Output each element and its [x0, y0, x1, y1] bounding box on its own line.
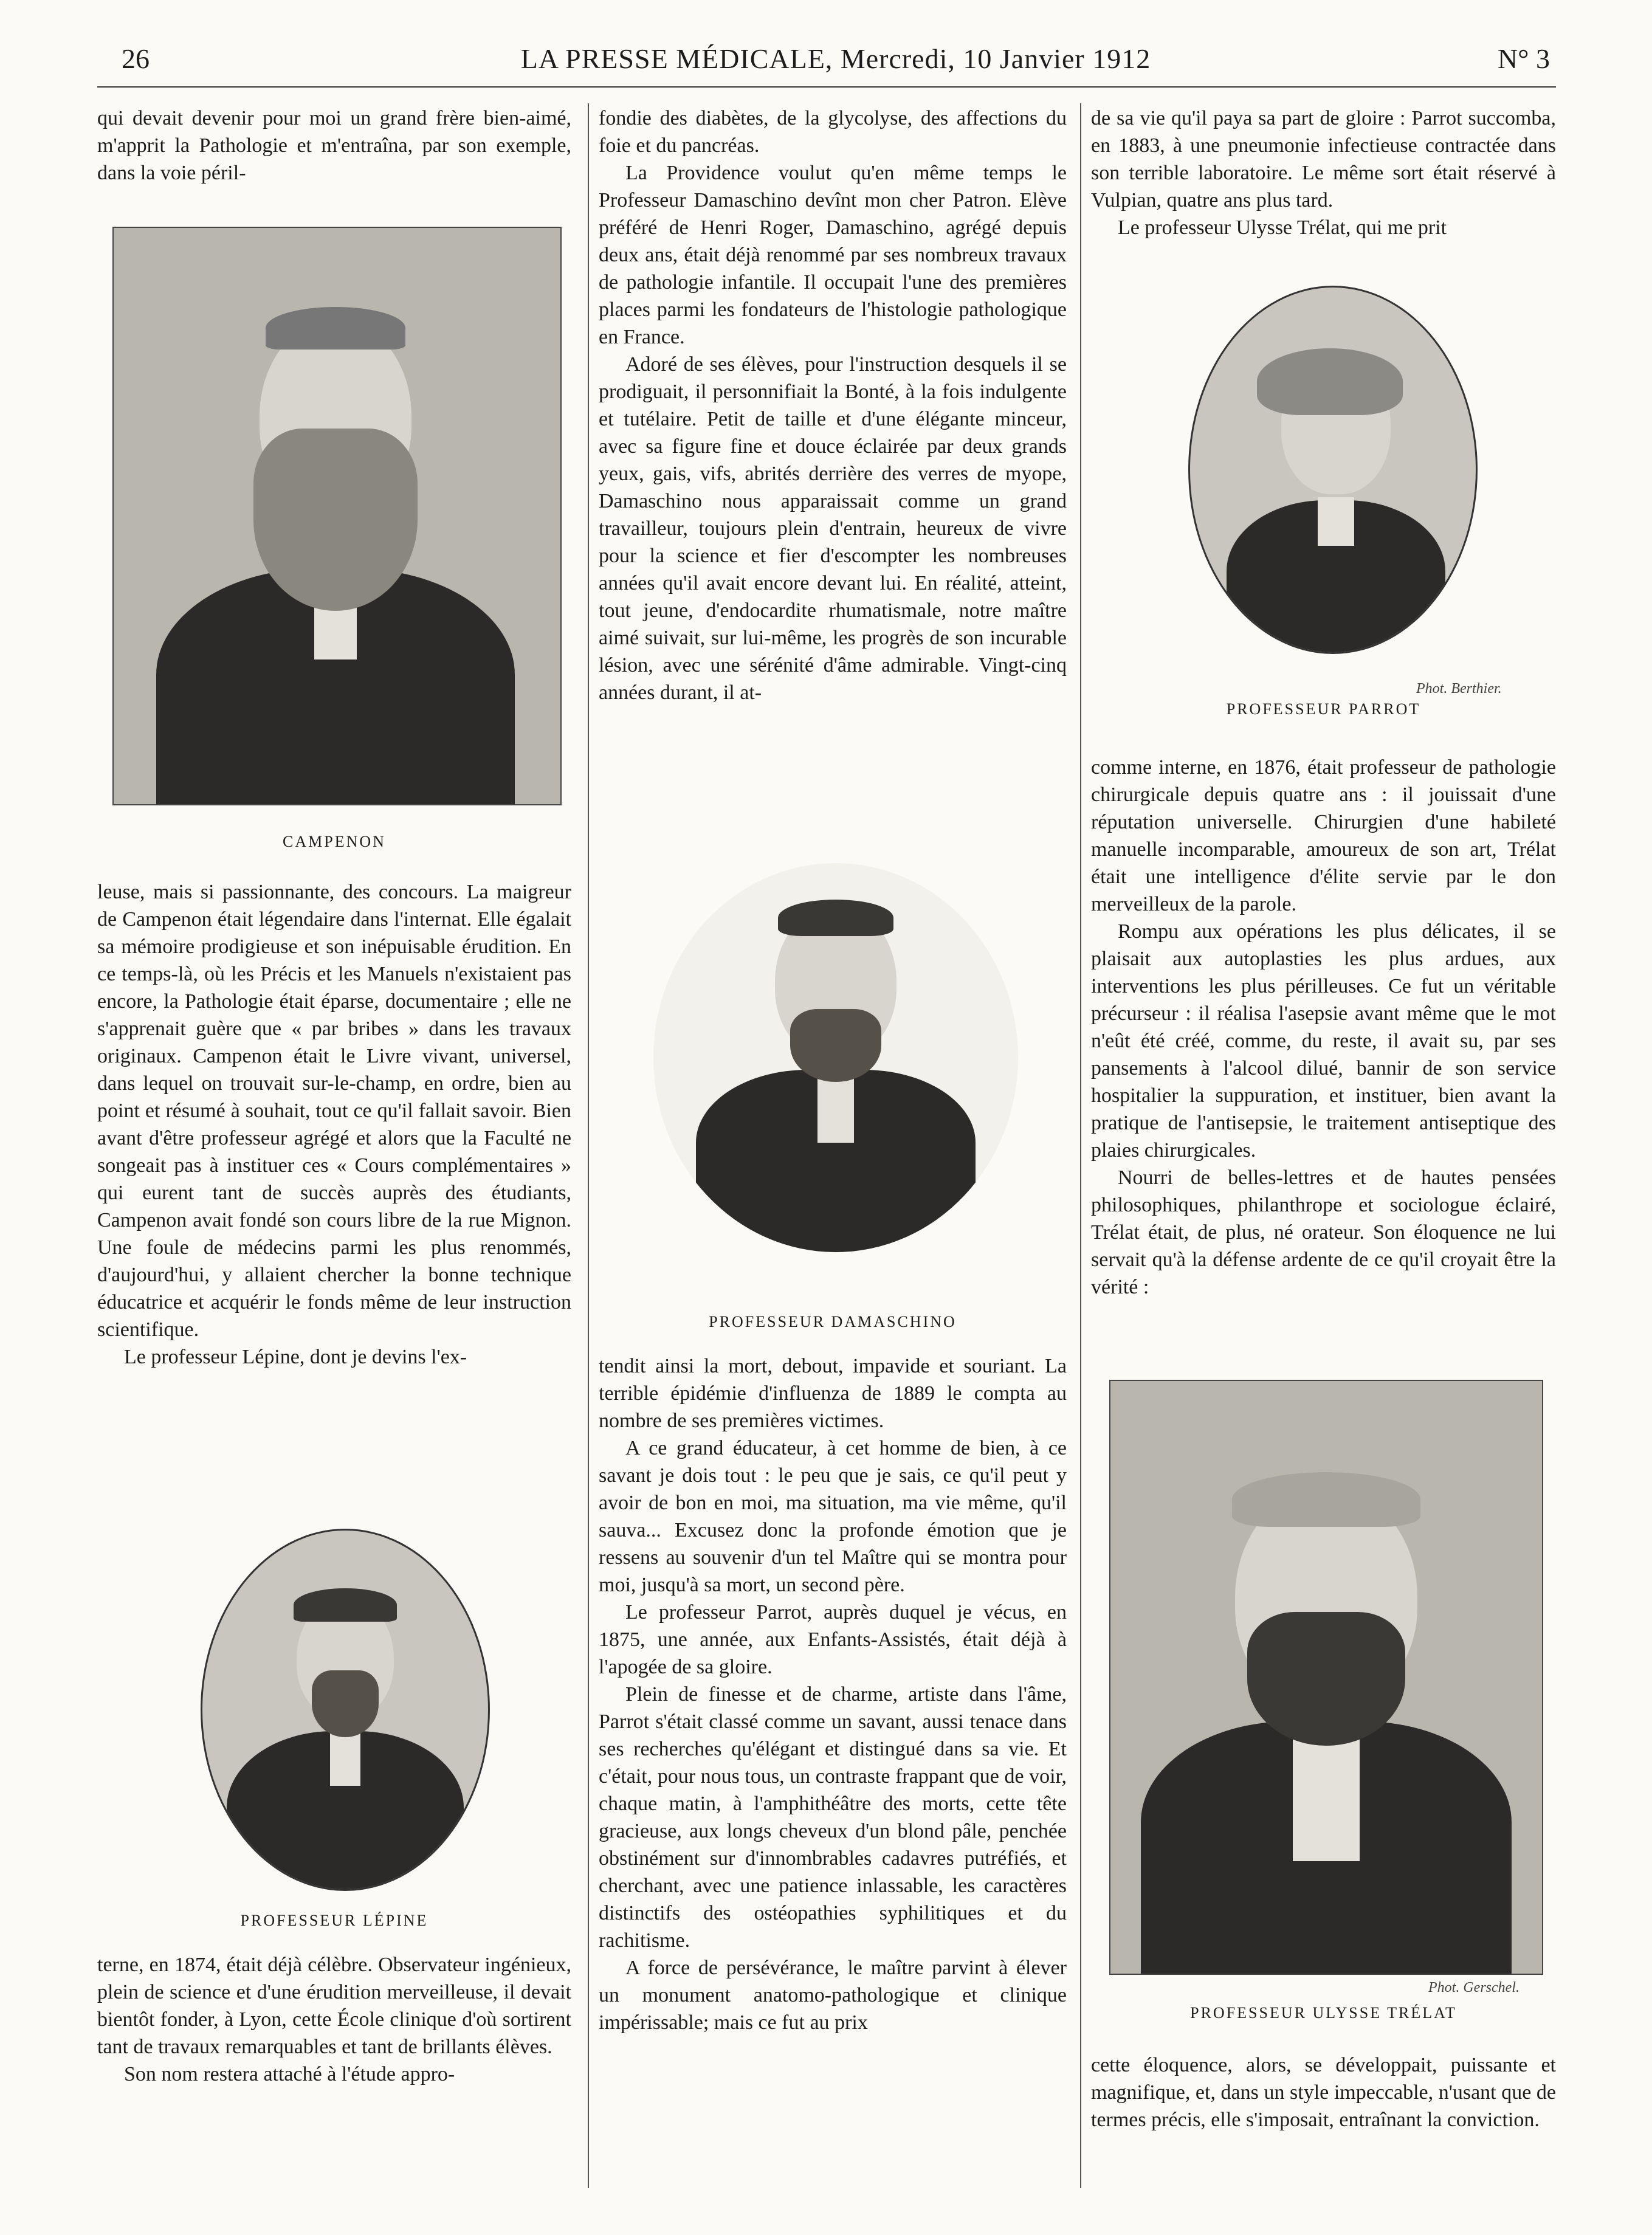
- column-1-middle: [97, 878, 571, 1371]
- paragraph: Le professeur Ulysse Trélat, qui me prit: [1118, 216, 1447, 239]
- portrait-trelat: [1109, 1380, 1543, 1975]
- caption-trelat: PROFESSEUR ULYSSE TRÉLAT: [1190, 2004, 1457, 2022]
- column-divider: [1080, 103, 1081, 2188]
- paragraph: A force de persévérance, le maître parvint à élever un monument anatomo-pathologique et clinique impérissable; mais ce fut au prix: [599, 1957, 1067, 2034]
- paragraph: Nourri de belles-lettres et de hautes pensées philosophiques, philanthrope et sociologue éclairé, Trélat était, de plus, né orateur. Son éloquence ne lui servait qu'à la défense ardente de ce qu'il croyait être la vérité :: [1091, 1166, 1556, 1298]
- column-3-top: [1091, 105, 1556, 241]
- paragraph: tendit ainsi la mort, debout, impavide et souriant. La terrible épidémie d'influenza de 1889 le compta au nombre de ses premières victimes.: [599, 1355, 1067, 1432]
- photo-credit-parrot: Phot. Berthier.: [1416, 681, 1502, 697]
- journal-title: LA PRESSE MÉDICALE, Mercredi, 10 Janvier 1912: [520, 43, 1151, 74]
- portrait-lepine: [201, 1529, 490, 1891]
- issue-number: N° 3: [1497, 43, 1550, 74]
- paragraph: Plein de finesse et de charme, artiste dans l'âme, Parrot s'était classé comme un savant, aussi tenace dans ses recherches qu'élégant et distingué dans sa vie. Et c'était, pour nous tous, un contraste frappant que de voir, chaque matin, à l'amphithéâtre des morts, cette tête gracieuse, aux longs cheveux d'un blond pâle, penchée obstinément sur d'innombrables cadavres putréfiés, et cherchant, avec une patience inlassable, les caractères distinctifs des ostéopathies syphilitiques et du rachitisme.: [599, 1683, 1067, 1952]
- caption-damaschino: PROFESSEUR DAMASCHINO: [709, 1313, 957, 1331]
- paragraph: terne, en 1874, était déjà célèbre. Observateur ingénieux, plein de science et d'une érudition merveilleuse, il devait bientôt fonder, à Lyon, cette École clinique d'où sortirent tant de travaux remarquables et tant de brillants élèves.: [97, 1954, 571, 2058]
- caption-campenon: CAMPENON: [283, 833, 386, 850]
- column-divider: [588, 103, 589, 2188]
- paragraph: cette éloquence, alors, se développait, puissante et magnifique, et, dans un style impeccable, n'usant que de termes précis, elle s'imposait, entraînant la conviction.: [1091, 2054, 1556, 2131]
- paragraph: leuse, mais si passionnante, des concours. La maigreur de Campenon était légendaire dans l'internat. Elle égalait sa mémoire prodigieuse et son inépuisable érudition. En ce temps-là, où les Précis et les Manuels n'existaient pas encore, la Pathologie était éparse, documentaire ; elle ne s'apprenait guère que « par bribes » dans les travaux originaux. Campenon était le Livre vivant, universel, dans lequel on trouvait sur-le-champ, en ordre, bien au point et résumé à souhait, tout ce qu'il fallait savoir. Bien avant d'être professeur agrégé et alors que la Faculté ne songeait pas à instituer ces « Cours complémentaires » qui eurent tant de succès auprès des étudiants, Campenon avait fondé son cours libre de la rue Mignon. Une foule de médecins parmi les plus renommés, d'aujourd'hui, y allaient chercher la bonne technique éducatrice et acquérir le fonds même de leur instruction scientifique.: [97, 881, 571, 1341]
- column-2-bottom: [599, 1352, 1067, 2036]
- portrait-campenon: [112, 227, 562, 805]
- paragraph: de sa vie qu'il paya sa part de gloire : Parrot succomba, en 1883, à une pneumonie infectieuse contractée dans son terrible laboratoire. Le même sort était réservé à Vulpian, quatre ans plus tard.: [1091, 107, 1556, 212]
- paragraph: comme interne, en 1876, était professeur de pathologie chirurgicale depuis quatre ans : il jouissait d'une réputation universelle. Chirurgien d'une habileté manuelle incomparable, amoureux de son art, Trélat était une intelligence d'élite servie par le don merveilleux de la parole.: [1091, 756, 1556, 915]
- paragraph: qui devait devenir pour moi un grand frère bien-aimé, m'apprit la Pathologie et m'entraîna, par son exemple, dans la voie péril-: [97, 107, 571, 184]
- paragraph: Adoré de ses élèves, pour l'instruction desquels il se prodiguait, il personnifiait la Bonté, à la fois indulgente et tutélaire. Petit de taille et d'une élégante minceur, avec sa figure fine et douce éclairée par deux grands yeux, gais, vifs, abrités derrière des verres de myope, Damaschino nous apparaissait comme un grand travailleur, toujours plein d'entrain, heureux de vivre pour la science et fier d'escompter les nombreuses années qu'il avait encore devant lui. En réalité, atteint, tout jeune, d'endocardite rhumatismale, notre maître aimé suivait, sur lui-même, les progrès de son incurable lésion, avec une sérénité d'âme admirable. Vingt-cinq années durant, il at-: [599, 353, 1067, 704]
- page-header: [115, 43, 1556, 97]
- paragraph: Rompu aux opérations les plus délicates, il se plaisait aux autoplasties les plus ardues, aux interventions les plus périlleuses. Ce fut un véritable précurseur : il réalisa l'asepsie avant même que le mot n'eût été créé, comme, du reste, il avait su, par ses pansements à l'alcool dilué, bannir de son service hospitalier la suppuration, et instituer, bien avant la pratique de l'antisepsie, le traitement antiseptique des plaies chirurgicales.: [1091, 920, 1556, 1162]
- column-1-top: [97, 105, 571, 187]
- column-2-top: [599, 105, 1067, 706]
- paragraph: A ce grand éducateur, à cet homme de bien, à ce savant je dois tout : le peu que je sais, ce qu'il peut y avoir de bon en moi, ma situation, ma vie même, qu'il sauva... Excusez donc la profonde émotion que je ressens au souvenir d'un tel Maître qui se montra pour moi, jusqu'à sa mort, un second père.: [599, 1437, 1067, 1596]
- portrait-parrot: [1188, 286, 1478, 654]
- photo-credit-trelat: Phot. Gerschel.: [1428, 1980, 1519, 1996]
- caption-parrot: PROFESSEUR PARROT: [1226, 700, 1421, 718]
- paragraph: fondie des diabètes, de la glycolyse, des affections du foie et du pancréas.: [599, 107, 1067, 157]
- paragraph: Le professeur Lépine, dont je devins l'ex-: [124, 1346, 467, 1368]
- paragraph: Son nom restera attaché à l'étude appro-: [124, 2063, 455, 2085]
- column-3-middle: [1091, 754, 1556, 1301]
- portrait-damaschino: [653, 863, 1018, 1252]
- column-1-bottom: [97, 1951, 571, 2088]
- caption-lepine: PROFESSEUR LÉPINE: [240, 1912, 428, 1929]
- header-rule: [97, 86, 1556, 88]
- paragraph: Le professeur Parrot, auprès duquel je vécus, en 1875, une année, aux Enfants-Assistés, était déjà à l'apogée de sa gloire.: [599, 1601, 1067, 1678]
- page-number: 26: [122, 43, 150, 74]
- paragraph: La Providence voulut qu'en même temps le Professeur Damaschino devînt mon cher Patron. Elève préféré de Henri Roger, Damaschino, agrégé depuis deux ans, était déjà renommé par ses nombreux travaux de pathologie infantile. Il occupait l'une des premières places parmi les fondateurs de l'histologie pathologique en France.: [599, 162, 1067, 348]
- column-3-bottom: [1091, 2051, 1556, 2133]
